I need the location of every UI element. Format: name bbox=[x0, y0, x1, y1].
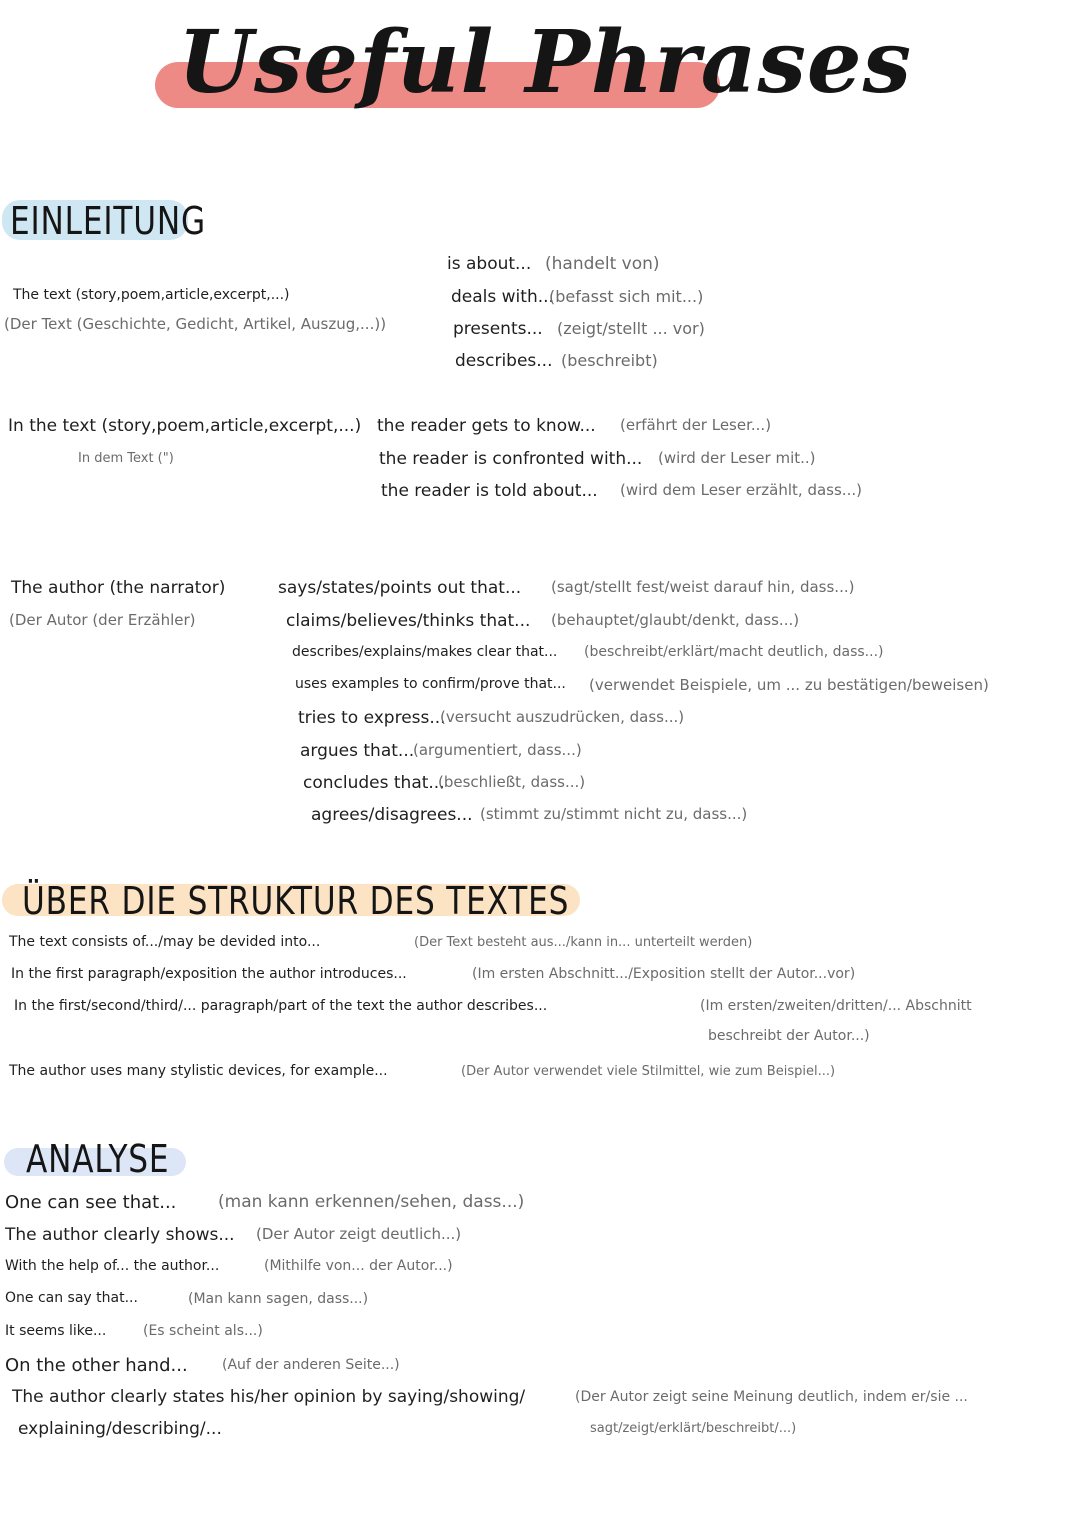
analyse-item-de: (Auf der anderen Seite...) bbox=[222, 1357, 400, 1373]
phrase-en: argues that... bbox=[300, 741, 415, 761]
block1-subject-de: (Der Text (Geschichte, Gedicht, Artikel, Auszug,...)) bbox=[4, 315, 387, 333]
phrase-de: (beschreibt/erklärt/macht deutlich, dass...) bbox=[584, 644, 884, 660]
analyse-heading: ANALYSE bbox=[26, 1137, 170, 1181]
analyse-item-en-cont: explaining/describing/... bbox=[18, 1419, 222, 1439]
phrase-de: (zeigt/stellt ... vor) bbox=[557, 319, 705, 338]
block3-subject: The author (the narrator) bbox=[11, 578, 226, 598]
analyse-item-de: (Es scheint als...) bbox=[143, 1323, 263, 1339]
phrase-en: the reader gets to know... bbox=[377, 416, 596, 436]
analyse-item-de: (Der Autor zeigt seine Meinung deutlich, indem er/sie ... bbox=[575, 1389, 968, 1405]
struktur-item-de-cont: beschreibt der Autor...) bbox=[708, 1028, 870, 1044]
einleitung-heading: EINLEITUNG bbox=[10, 199, 206, 243]
struktur-item-en: The author uses many stylistic devices, for example... bbox=[9, 1063, 388, 1079]
phrase-de: (behauptet/glaubt/denkt, dass...) bbox=[551, 611, 800, 629]
analyse-item-en: One can say that... bbox=[5, 1290, 138, 1306]
block3-subject-de: (Der Autor (der Erzähler) bbox=[9, 611, 196, 629]
analyse-item-de-cont: sagt/zeigt/erklärt/beschreibt/...) bbox=[590, 1421, 797, 1436]
phrase-de: (verwendet Beispiele, um ... zu bestätigen/beweisen) bbox=[589, 676, 989, 694]
phrase-de: (befasst sich mit...) bbox=[549, 287, 704, 306]
block2-subject: In the text (story,poem,article,excerpt,...) bbox=[8, 416, 362, 436]
phrase-de: (erfährt der Leser...) bbox=[620, 416, 772, 434]
struktur-item-de: (Im ersten/zweiten/dritten/... Abschnitt bbox=[700, 998, 972, 1014]
analyse-item-en: It seems like... bbox=[5, 1323, 107, 1339]
phrase-en: says/states/points out that... bbox=[278, 578, 522, 598]
struktur-item-de: (Der Autor verwendet viele Stilmittel, wie zum Beispiel...) bbox=[461, 1064, 836, 1079]
phrase-en: agrees/disagrees... bbox=[311, 805, 473, 825]
phrase-en: the reader is told about... bbox=[381, 481, 598, 501]
struktur-heading: ÜBER DIE STRUKTUR DES TEXTES bbox=[22, 879, 570, 923]
page-title: Useful Phrases bbox=[178, 12, 913, 113]
phrase-de: (wird der Leser mit..) bbox=[658, 449, 816, 467]
phrase-de: (handelt von) bbox=[545, 254, 660, 274]
phrase-de: (sagt/stellt fest/weist darauf hin, dass...) bbox=[551, 578, 855, 596]
phrase-en: concludes that... bbox=[303, 773, 445, 793]
analyse-item-en: The author clearly shows... bbox=[5, 1225, 235, 1245]
analyse-item-de: (Mithilfe von... der Autor...) bbox=[264, 1258, 453, 1274]
phrase-en: uses examples to confirm/prove that... bbox=[295, 676, 566, 692]
phrase-de: (stimmt zu/stimmt nicht zu, dass...) bbox=[480, 805, 748, 823]
analyse-item-en: One can see that... bbox=[5, 1192, 177, 1213]
analyse-item-en: With the help of... the author... bbox=[5, 1258, 220, 1274]
struktur-item-en: In the first paragraph/exposition the author introduces... bbox=[11, 966, 407, 982]
block2-subject-de: In dem Text (") bbox=[78, 451, 174, 466]
analyse-item-en: On the other hand... bbox=[5, 1355, 188, 1376]
analyse-item-de: (Der Autor zeigt deutlich...) bbox=[256, 1225, 462, 1243]
phrase-en: presents... bbox=[453, 319, 543, 339]
phrase-en: deals with... bbox=[451, 287, 554, 307]
phrase-en: describes... bbox=[455, 351, 553, 371]
phrase-de: (wird dem Leser erzählt, dass...) bbox=[620, 481, 862, 499]
struktur-item-en: In the first/second/third/... paragraph/part of the text the author describes... bbox=[14, 998, 548, 1014]
phrase-de: (versucht auszudrücken, dass...) bbox=[440, 708, 685, 726]
phrase-de: (beschließt, dass...) bbox=[438, 773, 586, 791]
analyse-item-en: The author clearly states his/her opinion by saying/showing/ bbox=[12, 1387, 526, 1407]
struktur-item-de: (Der Text besteht aus.../kann in... unterteilt werden) bbox=[414, 935, 753, 950]
phrase-de: (argumentiert, dass...) bbox=[413, 741, 582, 759]
phrase-en: claims/believes/thinks that... bbox=[286, 611, 531, 631]
block1-subject: The text (story,poem,article,excerpt,...) bbox=[13, 287, 290, 303]
phrase-en: describes/explains/makes clear that... bbox=[292, 644, 558, 660]
struktur-item-de: (Im ersten Abschnitt.../Exposition stellt der Autor...vor) bbox=[472, 966, 856, 982]
struktur-item-en: The text consists of.../may be devided into... bbox=[9, 934, 321, 950]
phrase-de: (beschreibt) bbox=[561, 351, 658, 370]
phrase-en: the reader is confronted with... bbox=[379, 449, 643, 469]
analyse-item-de: (Man kann sagen, dass...) bbox=[188, 1291, 369, 1307]
analyse-item-de: (man kann erkennen/sehen, dass...) bbox=[218, 1192, 525, 1212]
phrase-en: tries to express... bbox=[298, 708, 446, 728]
phrase-en: is about... bbox=[447, 254, 532, 274]
